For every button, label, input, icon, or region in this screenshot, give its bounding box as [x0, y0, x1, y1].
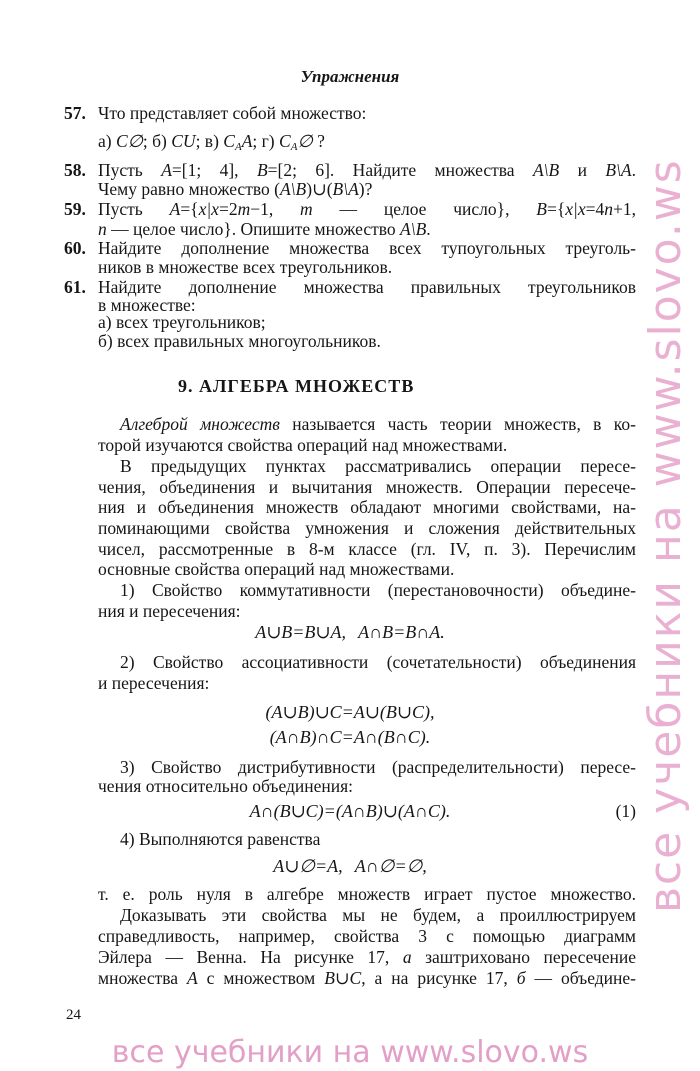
text-run: Пусть [98, 160, 162, 180]
text-run: , а на рисунке 17, [361, 968, 517, 988]
text-run: поминающими свойства умножения и сложения действительных [98, 518, 636, 538]
text-run: ников в множестве всех треугольников. [98, 257, 393, 277]
math-symbol: б [516, 968, 526, 988]
math-symbol: B [256, 160, 268, 180]
text-run: =4 [585, 199, 605, 219]
term-italic: Алгеброй множеств [120, 414, 280, 434]
formula-empty-set: A∪∅=A, A∩∅=∅, [273, 856, 427, 876]
text-run: . [631, 160, 636, 180]
text-run: ния и пересечения: [98, 601, 241, 621]
text-run: ={ [180, 199, 199, 219]
math-symbol: A\B [279, 179, 307, 199]
page-number: 24 [66, 1007, 81, 1023]
side-watermark: все учебники на www.slovo.ws [640, 158, 691, 913]
text-run: и [559, 160, 606, 180]
body-line [98, 413, 636, 435]
body-line [98, 455, 636, 477]
math-symbol: m [237, 199, 251, 219]
text-run: — целое число}, [312, 199, 537, 219]
text-run: справедливость, например, свойства 3 с помощью диаграмм [98, 926, 636, 946]
text-run: — объедине- [525, 968, 636, 988]
text-run: основные свойства операций над множествами. [98, 559, 455, 579]
math-symbol: ∅ [297, 131, 313, 151]
math-symbol: B [536, 199, 547, 219]
math-symbol: x|x [565, 199, 586, 219]
math-symbol: C [223, 131, 235, 151]
text-run: чисел, рассмотренные в 8-м классе (гл. IV, п. 3). Перечислим [98, 539, 636, 559]
text-run: в множестве: [98, 295, 196, 315]
text-run: и пересечения: [98, 673, 210, 693]
body-line [98, 883, 636, 905]
math-symbol: C [279, 131, 291, 151]
formula-associativity-union: (A∪B)∪C=A∪(B∪C), [265, 702, 435, 722]
text-run: Чему равно множество ( [98, 179, 280, 199]
text-run: =[1; 4], [171, 160, 257, 180]
body-line [98, 579, 636, 601]
math-symbol: m [300, 199, 313, 219]
equation-number: (1) [615, 801, 636, 821]
text-run: )? [358, 179, 373, 199]
section-heading: 9. АЛГЕБРА МНОЖЕСТВ [178, 376, 415, 396]
formula-commutativity: A∪B=B∪A, A∩B=B∩A. [255, 622, 445, 642]
math-symbol: A\B [400, 219, 427, 239]
text-run: =2 [218, 199, 238, 219]
math-subscript: A [234, 141, 242, 153]
text-run: — целое число}. Опишите множество [106, 219, 401, 239]
body-line [98, 672, 636, 694]
text-run: В предыдущих пунктах рассматривались операции пересе- [120, 456, 636, 476]
exercise-number: 59. [64, 199, 86, 219]
text-run: =[2; 6]. Найдите множества [267, 160, 533, 180]
bottom-watermark: все учебники на www.slovo.ws [111, 1035, 589, 1070]
math-symbol: n [98, 219, 107, 239]
text-run: ния и объединения множеств обладают многими свойствами, на- [98, 497, 636, 517]
text-run: ; г) [252, 131, 280, 151]
math-symbol: C∅ [115, 131, 143, 151]
text-run: б) всех правильных многоугольников. [98, 331, 381, 351]
body-line [98, 828, 636, 850]
math-symbol: A [241, 131, 253, 151]
body-line [98, 775, 636, 797]
text-run: ? [312, 131, 325, 151]
body-line [98, 496, 636, 518]
exercise-number: 58. [64, 160, 86, 180]
body-line [98, 904, 636, 926]
text-run: а) всех треугольников; [98, 312, 266, 332]
text-run: Что представляет собой множество: [98, 103, 367, 123]
math-symbol: A\B [532, 160, 560, 180]
formula-associativity-intersection: (A∩B)∩C=A∩(B∩C). [269, 727, 431, 747]
text-run: Найдите дополнение множества правильных треугольников [98, 277, 636, 297]
math-symbol: A [169, 199, 181, 219]
body-line [98, 517, 636, 539]
text-run: 2) Свойство ассоциативности (сочетательности) объединения [120, 652, 636, 672]
text-run: ={ [546, 199, 566, 219]
text-run: множества [98, 968, 187, 988]
text-run: Доказывать эти свойства мы не будем, а проиллюстрируем [120, 905, 636, 925]
body-line [98, 925, 636, 947]
text-run: Найдите дополнение множества всех тупоугольных треуголь- [98, 238, 636, 258]
math-symbol: x|x [198, 199, 219, 219]
text-run: заштриховано пересечение [411, 947, 636, 967]
exercise-61-option-b [98, 330, 636, 352]
exercise-57-options [98, 130, 636, 152]
body-line [98, 946, 636, 968]
text-run: чения относительно объединения: [98, 776, 354, 796]
math-symbol: A [161, 160, 172, 180]
text-run: чения, объединения и вычитания множеств. Операции пересече- [98, 477, 636, 497]
text-run: торой изучаются свойства операций над множествами. [98, 435, 508, 455]
exercise-60-line-2 [98, 256, 636, 278]
body-line [98, 651, 636, 673]
text-run: +1, [613, 199, 636, 219]
body-line [98, 434, 636, 456]
text-run: Эйлера — Венна. На рисунке 17, [98, 947, 403, 967]
text-run: )∪( [306, 179, 333, 199]
text-run: 4) Выполняются равенства [120, 829, 321, 849]
body-line [98, 476, 636, 498]
math-subscript: A [290, 141, 298, 153]
math-symbol: а [402, 947, 412, 967]
text-run: Пусть [98, 199, 170, 219]
text-run: 1) Свойство коммутативности (перестановочности) объедине- [120, 580, 636, 600]
body-line [98, 967, 636, 989]
text-run: называется часть теории множеств, в ко- [279, 414, 636, 434]
body-line [98, 600, 636, 622]
math-symbol: B∪C [324, 968, 362, 988]
exercises-title: Упражнения [300, 67, 400, 86]
text-run: с множеством [197, 968, 325, 988]
body-line [98, 538, 636, 560]
math-symbol: CU [171, 131, 196, 151]
math-symbol: A [186, 968, 198, 988]
exercise-number: 60. [64, 238, 86, 258]
math-symbol: B\A [605, 160, 632, 180]
exercise-59-line-1 [98, 198, 636, 220]
text-run: ; б) [142, 131, 172, 151]
text-run: а) [98, 131, 116, 151]
math-symbol: n [604, 199, 613, 219]
text-run: −1, [250, 199, 301, 219]
body-line [98, 558, 636, 580]
exercise-58-line-2 [98, 178, 636, 200]
text-run: ; в) [195, 131, 224, 151]
text-run: т. е. роль нуля в алгебре множеств играет пустое множество. [98, 884, 636, 904]
text-run: . [426, 219, 431, 239]
text-run: 3) Свойство дистрибутивности (распределительности) пересе- [120, 757, 636, 777]
exercise-number: 61. [64, 277, 86, 297]
math-symbol: B\A [332, 179, 359, 199]
exercise-number: 57. [64, 103, 86, 123]
exercise-57-text [98, 102, 636, 124]
formula-distributivity: A∩(B∪C)=(A∩B)∪(A∩C). [249, 801, 451, 821]
